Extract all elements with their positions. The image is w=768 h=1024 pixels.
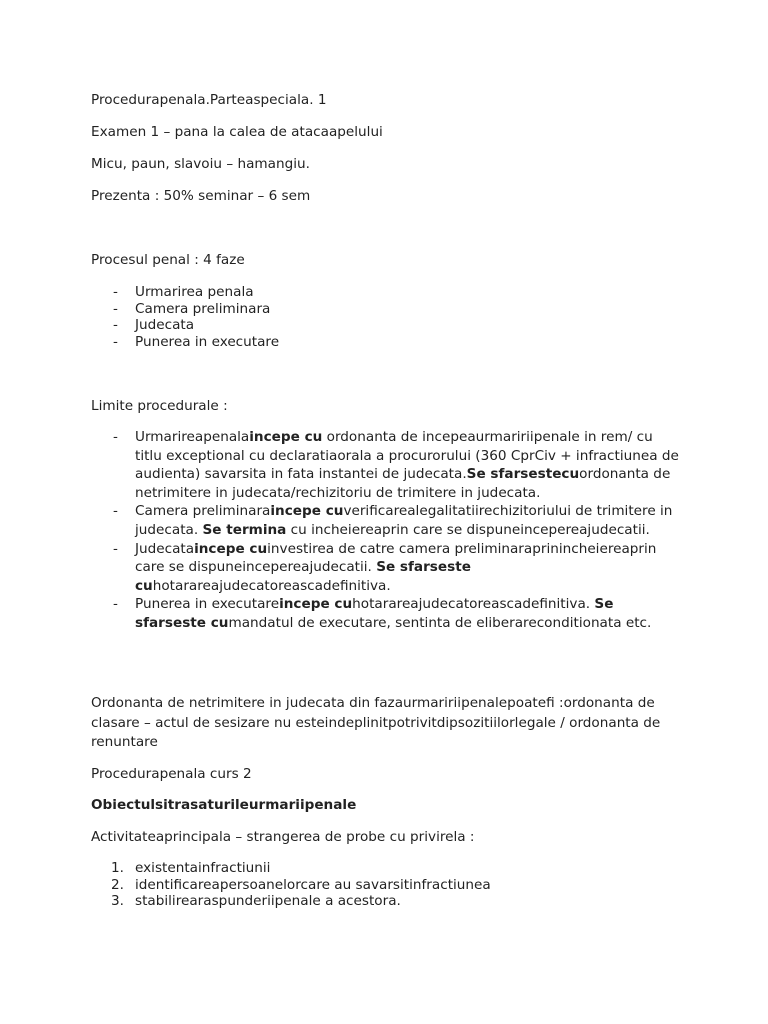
list-item: - Urmarireapenalaincepe cu ordonanta de incepeaurmaririipenale in rem/ cu titlu exceptional cu declaratiaorala a procurorului (360 CprCiv + infractiunea de audienta) savarsita in fata instantei de judecata.Se sfarsestecuordonanta de netrimitere in judecata/rechizitoriu de trimitere in judecata. <box>113 429 679 501</box>
list-item: - Judecataincepe cuinvestirea de catre camera preliminaraprinincheiereaprin care se dispuneincepereajudecatii. Se sfarseste cuhotarareajudecatoreascadefinitiva. <box>113 540 657 594</box>
number-marker: 1. <box>111 860 124 876</box>
dash-marker: - <box>113 540 118 557</box>
dash-marker: - <box>113 596 118 613</box>
number-marker: 2. <box>111 876 124 893</box>
intro-line: Activitateaprincipala – strangerea de probe cu privirela : <box>91 829 475 845</box>
attendance-line: Prezenta : 50% seminar – 6 sem <box>91 188 311 204</box>
list-item: - Punerea in executareincepe cuhotarareajudecatoreascadefinitiva. Se sfarseste cumandatul de executare, sentinta de eliberareconditionata etc. <box>113 596 652 631</box>
section-heading: Obiectulsitrasaturileurmariipenale <box>91 797 357 813</box>
numbered-list <box>91 860 691 910</box>
list-item: - Punerea in executare <box>113 333 280 350</box>
list-item: 1. existentainfractiunii <box>111 860 271 876</box>
dash-marker: - <box>113 503 118 520</box>
ordonanta-paragraph: Ordonanta de netrimitere in judecata din fazaurmaririipenalepoatefi :ordonanta de clasare – actul de sesizare nu esteindeplinitpotrivitdipsozitiilorlegale / ordonanta de renuntare <box>91 695 661 750</box>
dash-marker: - <box>113 333 118 350</box>
phases-list <box>91 284 691 350</box>
list-item: - Camera preliminaraincepe cuverificarealegalitatiirechizitoriului de trimitere in judecata. Se termina cu incheiereaprin care se dispuneincepereajudecatii. <box>113 503 673 538</box>
list-item: - Urmarirea penala <box>113 284 254 300</box>
number-marker: 3. <box>111 893 124 909</box>
course-title: Procedurapenala curs 2 <box>91 766 252 782</box>
limits-list <box>91 428 691 633</box>
list-item: 2. identificareapersoanelorcare au savarsitinfractiunea <box>111 876 491 893</box>
doc-title: Procedurapenala.Parteaspeciala. 1 <box>91 92 327 108</box>
dash-marker: - <box>113 300 118 317</box>
list-item: - Judecata <box>113 317 195 333</box>
limits-title: Limite procedurale : <box>91 398 228 414</box>
list-item: - Camera preliminara <box>113 300 271 317</box>
authors-line: Micu, paun, slavoiu – hamangiu. <box>91 156 310 172</box>
dash-marker: - <box>113 429 118 445</box>
exam-line: Examen 1 – pana la calea de atacaapelului <box>91 124 383 140</box>
list-item: 3. stabilirearaspunderiipenale a acestora. <box>111 893 401 909</box>
dash-marker: - <box>113 284 118 300</box>
phases-title: Procesul penal : 4 faze <box>91 252 245 268</box>
dash-marker: - <box>113 317 118 333</box>
